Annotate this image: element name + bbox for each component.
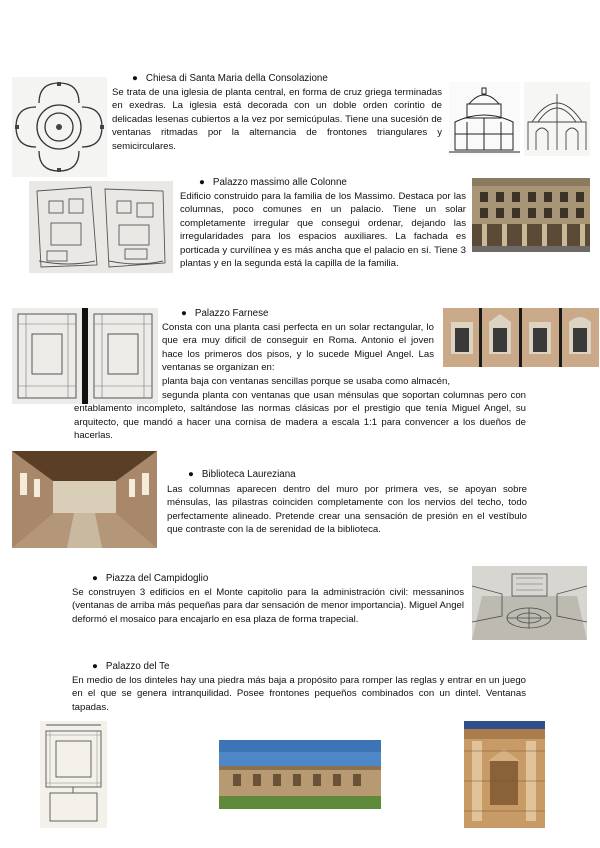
te-courtyard-photo bbox=[219, 740, 381, 809]
section-title: Palazzo massimo alle Colonne bbox=[212, 177, 347, 188]
section-text-campidoglio: Se construyen 3 edificios en el Monte capitolio para la administración civil: messaninos (ventanas de arriba más pequeñas para dar sensación de menor importancia). Miguel Angel deformó el mosaico para encajarlo en esa plaza de forma trapecial. bbox=[72, 587, 464, 625]
section-heading-massimo bbox=[199, 176, 347, 189]
section-title: Palazzo Farnese bbox=[194, 308, 269, 319]
section-text-consolazione: Se trata de una iglesia de planta central, en forma de cruz griega terminadas en exedras. La iglesia está decorada con un doble orden corintio de delicadas lesenas cubiertos a la vez por semicúpulas. Tiene una sucesión de ventanas ritmadas por la alternancia de frontones triangulares y semicirculares. bbox=[112, 87, 442, 152]
section-title: Chiesa di Santa Maria della Consolazione bbox=[145, 73, 328, 84]
massimo-facade-photo bbox=[472, 178, 590, 252]
bullet-icon: ● bbox=[188, 469, 194, 480]
section-text-farnese-list-2: segunda planta con ventanas que usan ménsulas que soportan columnas pero con entablamento incompleto, saltándose las normas clásicas por el prestigio que tenía Miguel Angel, su arquitecto, que mandó a hacer una cornisa de madera a escala 1:1 para convencer a los dueños de hacerlas. bbox=[74, 390, 526, 442]
section-title: Biblioteca Laureziana bbox=[201, 469, 296, 480]
church-elevation-image bbox=[449, 82, 520, 156]
section-text-laurenziana: Las columnas aparecen dentro del muro por primera ves, se apoyan sobre ménsulas, las pilastras coinciden completamente con los nervios del techo, todo perfectamente alineado. Pretende crear una sensación de presión en el vestíbulo que contraste con la de serenidad de la biblioteca. bbox=[167, 484, 527, 536]
church-section-image bbox=[524, 82, 590, 156]
bullet-icon: ● bbox=[199, 177, 205, 188]
church-plan-image bbox=[12, 77, 107, 177]
te-plan-image bbox=[40, 721, 107, 828]
te-detail-photo bbox=[464, 721, 545, 828]
section-title: Piazza del Campidoglio bbox=[105, 573, 209, 584]
section-text-te: En medio de los dinteles hay una piedra más baja a propósito para romper las reglas y entrar en un juego en el que se genera intranquilidad. Posee frontones pequeños combinados con un dintel. Ventanas tapadas. bbox=[72, 675, 526, 713]
bullet-icon: ● bbox=[132, 73, 138, 84]
section-title: Palazzo del Te bbox=[105, 661, 170, 672]
section-heading-te bbox=[92, 660, 169, 673]
campidoglio-engraving-image bbox=[472, 566, 587, 640]
bullet-icon: ● bbox=[92, 573, 98, 584]
farnese-windows-photo bbox=[443, 308, 599, 367]
bullet-icon: ● bbox=[181, 308, 187, 319]
section-heading-farnese bbox=[181, 307, 268, 320]
library-interior-photo bbox=[12, 451, 157, 548]
section-heading-consolazione bbox=[132, 72, 328, 85]
section-text-farnese-list-1: planta baja con ventanas sencillas porque se usaba como almacén, bbox=[162, 376, 450, 387]
section-heading-campidoglio bbox=[92, 572, 208, 585]
bullet-icon: ● bbox=[92, 661, 98, 672]
section-text-massimo: Edificio construido para la familia de los Massimo. Destaca por las columnas, poco comunes en un palacio. Tiene un solar completamente irregular que consegui ordenar, dejando las irregularidades para los espacios auxiliares. La fachada es porticada y curvilínea y es más ancha que el palacio en sí. Tiene 3 plantas y en la segunda está la capilla de la familia. bbox=[180, 191, 466, 270]
section-heading-laurenziana bbox=[188, 468, 296, 481]
massimo-plan-image bbox=[29, 181, 173, 273]
section-text-farnese-intro: Consta con una planta casi perfecta en un solar rectangular, lo que era muy dificil de conseguir en Roma. Antonio el joven hace los primeros dos pisos, y lo sucede Miguel Angel. Las ventanas se organizan en: bbox=[162, 322, 434, 374]
